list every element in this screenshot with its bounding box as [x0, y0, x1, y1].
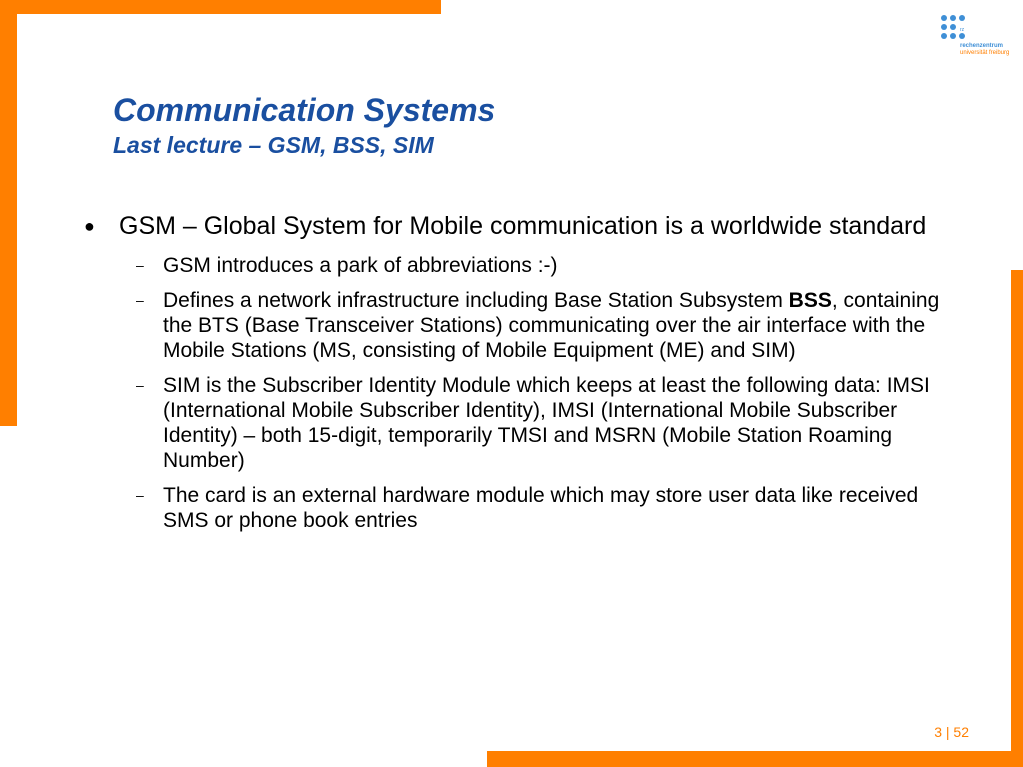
slide-subtitle: Last lecture – GSM, BSS, SIM [113, 132, 434, 158]
dash-icon: – [136, 377, 144, 393]
sub-bullet-bold-term: BSS [788, 289, 832, 312]
main-bullet [84, 212, 954, 241]
sub-bullet-text: The card is an external hardware module which may store user data like received SMS or phone book entries [163, 484, 919, 532]
sub-bullet-text: GSM introduces a park of abbreviations :-) [163, 254, 558, 277]
logo-text [960, 43, 1009, 57]
dash-icon: – [136, 292, 144, 308]
sub-bullet-list [84, 253, 954, 533]
orange-frame-top [0, 0, 441, 14]
sub-bullet-text-after: , containing the BTS (Base Transceiver Stations) communicating over the air interface with the Mobile Stations (MS, consisting of Mobile Equipment (ME) and SIM) [163, 289, 940, 362]
slide-title: Communication Systems [113, 92, 496, 128]
sub-bullet-item [84, 288, 954, 363]
main-bullet-text: GSM – Global System for Mobile communication is a worldwide standard [119, 212, 927, 240]
orange-frame-left [0, 0, 17, 426]
sub-bullet-text-before: Defines a network infrastructure including Base Station Subsystem [163, 289, 789, 312]
logo-sub: universität freiburg [960, 50, 1010, 56]
orange-frame-bottom [487, 751, 1023, 767]
logo-name: rechenzentrum [960, 43, 1004, 49]
bullet-dot-icon: ● [84, 216, 95, 236]
orange-frame-right [1011, 270, 1023, 767]
sub-bullet-text: SIM is the Subscriber Identity Module which keeps at least the following data: IMSI (International Mobile Subscriber Identity), IMSI (International Mobile Subscriber Identity) – both 15-digit, temporarily TMSI and MSRN (Mobile Station Roaming Number) [163, 374, 930, 472]
sub-bullet-item [84, 373, 954, 473]
dash-icon: – [136, 257, 144, 273]
sub-bullet-text [163, 289, 939, 362]
page-number: 3 | 52 [934, 724, 969, 740]
logo-dot-grid-icon [940, 14, 970, 44]
sub-bullet-item [84, 253, 954, 278]
sub-bullet-item [84, 483, 954, 533]
dash-icon: – [136, 487, 144, 503]
rechenzentrum-logo [940, 14, 1020, 64]
slide-content [84, 212, 954, 543]
logo-small-label: rz [960, 27, 965, 33]
